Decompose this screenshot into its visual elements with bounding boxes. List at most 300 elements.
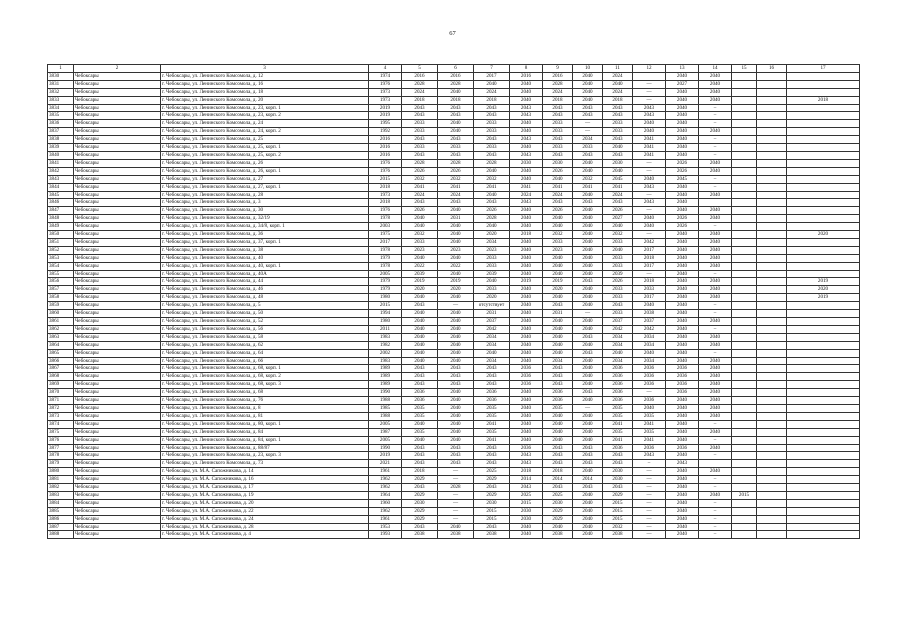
table-cell: 3848 <box>48 215 74 223</box>
table-cell <box>787 428 860 436</box>
table-row <box>48 88 860 96</box>
table-cell: 1961 <box>369 515 402 523</box>
table-cell: 2042 <box>474 325 510 333</box>
table-cell: 2003 <box>369 223 402 231</box>
table-cell: 2033 <box>543 128 573 136</box>
table-cell: 2040 <box>573 420 603 428</box>
table-cell: – <box>699 175 732 183</box>
table-cell: г. Чебоксары, ул. Ленинского Комсомола, д. 81 <box>161 412 369 420</box>
table-cell: – <box>699 531 732 539</box>
column-header: 5 <box>402 65 438 73</box>
table-cell: 3884 <box>48 499 74 507</box>
table-cell <box>787 420 860 428</box>
table-cell: 2018 <box>510 468 543 476</box>
table-cell: 2043 <box>474 373 510 381</box>
table-cell: 2036 <box>603 381 633 389</box>
table-cell <box>787 254 860 262</box>
table-cell <box>757 120 787 128</box>
table-cell: 2040 <box>438 341 474 349</box>
table-cell: 2043 <box>510 484 543 492</box>
table-cell: 2040 <box>402 357 438 365</box>
table-cell: 2040 <box>510 404 543 412</box>
table-cell <box>732 223 757 231</box>
table-cell <box>732 96 757 104</box>
table-cell: г. Чебоксары, ул. Ленинского Комсомола, д. 23, корп. 3 <box>161 452 369 460</box>
table-cell: 1978 <box>369 262 402 270</box>
table-cell: 3875 <box>48 428 74 436</box>
table-cell: 2015 <box>474 515 510 523</box>
table-cell: 2040 <box>438 294 474 302</box>
table-cell: 2040 <box>510 80 543 88</box>
table-cell: 2011 <box>369 325 402 333</box>
table-cell: 2040 <box>543 428 573 436</box>
table-cell <box>732 104 757 112</box>
table-cell: Чебоксары <box>74 373 161 381</box>
table-cell: 2030 <box>402 499 438 507</box>
table-cell: 3830 <box>48 72 74 80</box>
table-cell: – <box>699 270 732 278</box>
table-row <box>48 349 860 357</box>
table-cell: 2040 <box>543 523 573 531</box>
table-cell <box>757 207 787 215</box>
table-cell: 2045 <box>666 175 699 183</box>
table-cell: – <box>699 420 732 428</box>
table-cell: 2036 <box>603 373 633 381</box>
table-cell: г. Чебоксары, ул. Ленинского Комсомола, д. 48 <box>161 294 369 302</box>
table-cell: – <box>699 349 732 357</box>
column-header: 17 <box>787 65 860 73</box>
table-cell: 2043 <box>402 460 438 468</box>
table-cell: 2040 <box>666 238 699 246</box>
table-cell: 2040 <box>438 389 474 397</box>
table-cell: 3876 <box>48 436 74 444</box>
table-cell: Чебоксары <box>74 341 161 349</box>
table-cell: 2025 <box>510 491 543 499</box>
table-cell <box>732 420 757 428</box>
table-cell: 2040 <box>699 444 732 452</box>
table-cell: 2026 <box>474 207 510 215</box>
table-cell <box>757 167 787 175</box>
table-cell <box>787 444 860 452</box>
table-cell <box>787 333 860 341</box>
table-cell: 2018 <box>369 183 402 191</box>
table-cell: 2033 <box>402 120 438 128</box>
table-cell: 2035 <box>603 412 633 420</box>
table-cell: 2040 <box>666 199 699 207</box>
table-cell: 1987 <box>369 428 402 436</box>
table-cell <box>732 270 757 278</box>
table-cell: 2040 <box>438 238 474 246</box>
table-cell: Чебоксары <box>74 349 161 357</box>
table-cell: 2036 <box>510 373 543 381</box>
table-cell: 2015 <box>369 302 402 310</box>
table-cell <box>732 460 757 468</box>
table-cell: 2040 <box>603 144 633 152</box>
table-cell: 2040 <box>438 270 474 278</box>
table-cell: 2043 <box>438 365 474 373</box>
table-cell: 2040 <box>438 325 474 333</box>
table-cell: Чебоксары <box>74 112 161 120</box>
table-cell: 2018 <box>787 96 860 104</box>
table-cell: 2040 <box>699 389 732 397</box>
table-cell <box>757 452 787 460</box>
table-cell: — <box>573 310 603 318</box>
table-cell <box>787 476 860 484</box>
table-cell: 2040 <box>699 254 732 262</box>
table-cell: Чебоксары <box>74 278 161 286</box>
table-cell: 2040 <box>573 491 603 499</box>
table-row <box>48 341 860 349</box>
table-row <box>48 389 860 397</box>
table-cell: 2040 <box>666 357 699 365</box>
table-cell: — <box>573 120 603 128</box>
table-cell: 2016 <box>543 72 573 80</box>
table-cell: 2043 <box>543 484 573 492</box>
table-cell: 2043 <box>573 151 603 159</box>
table-cell: 2020 <box>474 294 510 302</box>
table-cell: 2030 <box>603 159 633 167</box>
table-row <box>48 96 860 104</box>
table-cell <box>757 80 787 88</box>
table-cell <box>757 144 787 152</box>
table-cell: 2034 <box>633 333 666 341</box>
table-cell: г. Чебоксары, ул. Ленинского Комсомола, д. 20 <box>161 96 369 104</box>
table-cell: Чебоксары <box>74 144 161 152</box>
table-cell: 2040 <box>666 476 699 484</box>
table-cell: 3867 <box>48 365 74 373</box>
table-cell: 2030 <box>603 468 633 476</box>
table-cell <box>732 254 757 262</box>
table-cell: 2016 <box>402 72 438 80</box>
table-cell: 2040 <box>699 262 732 270</box>
table-cell: 2040 <box>543 215 573 223</box>
table-cell: 2043 <box>474 136 510 144</box>
table-cell: г. Чебоксары, ул. Ленинского Комсомола, д. 40 <box>161 254 369 262</box>
table-cell: 2040 <box>633 223 666 231</box>
table-cell: 2015 <box>369 175 402 183</box>
table-cell: 2043 <box>543 444 573 452</box>
table-cell: 2029 <box>543 515 573 523</box>
table-cell: – <box>699 223 732 231</box>
table-cell: г. Чебоксары, ул. Ленинского Комсомола, д. 84, корп. 1 <box>161 436 369 444</box>
table-cell: — <box>438 468 474 476</box>
table-cell: — <box>633 231 666 239</box>
table-cell <box>757 318 787 326</box>
table-cell: 2040 <box>573 531 603 539</box>
table-cell: Чебоксары <box>74 491 161 499</box>
table-cell <box>787 357 860 365</box>
table-cell: 3883 <box>48 491 74 499</box>
table-cell: 1962 <box>369 476 402 484</box>
table-cell: г. Чебоксары, ул. М.А. Сапожникова, д. 20 <box>161 499 369 507</box>
table-cell: 2043 <box>438 104 474 112</box>
table-cell: 2040 <box>666 270 699 278</box>
table-cell: г. Чебоксары, ул. Ленинского Комсомола, д. 16 <box>161 80 369 88</box>
table-cell <box>757 444 787 452</box>
table-cell <box>699 460 732 468</box>
table-cell: 2030 <box>510 159 543 167</box>
table-cell: 2040 <box>402 349 438 357</box>
table-cell: 2040 <box>666 254 699 262</box>
table-cell: г. Чебоксары, ул. Ленинского Комсомола, д. 18 <box>161 88 369 96</box>
table-cell: 2041 <box>474 420 510 428</box>
table-cell: 2036 <box>510 381 543 389</box>
table-cell: 2040 <box>699 167 732 175</box>
table-row <box>48 468 860 476</box>
table-cell <box>757 389 787 397</box>
table-cell <box>732 191 757 199</box>
table-cell: 2040 <box>474 349 510 357</box>
table-cell: 3868 <box>48 373 74 381</box>
table-row <box>48 436 860 444</box>
table-cell <box>757 199 787 207</box>
table-cell: 2040 <box>666 262 699 270</box>
table-cell: 2040 <box>402 254 438 262</box>
table-cell <box>787 207 860 215</box>
table-cell <box>757 128 787 136</box>
table-cell: — <box>438 476 474 484</box>
table-cell: 2040 <box>573 507 603 515</box>
table-cell: 3880 <box>48 468 74 476</box>
table-cell <box>732 151 757 159</box>
table-cell <box>732 310 757 318</box>
table-cell <box>732 167 757 175</box>
table-cell: 2040 <box>603 80 633 88</box>
table-cell: 2040 <box>474 278 510 286</box>
table-cell: 2040 <box>402 310 438 318</box>
table-cell: 2041 <box>474 436 510 444</box>
table-cell: 2040 <box>666 523 699 531</box>
table-cell: 2043 <box>402 136 438 144</box>
column-header: 15 <box>732 65 757 73</box>
table-cell: 2019 <box>510 278 543 286</box>
table-cell: 2040 <box>573 318 603 326</box>
table-cell: г. Чебоксары, ул. Ленинского Комсомола, д. 5 <box>161 302 369 310</box>
table-cell: 2035 <box>402 412 438 420</box>
table-cell: — <box>633 159 666 167</box>
table-cell: 2041 <box>510 183 543 191</box>
table-cell: 2043 <box>474 460 510 468</box>
table-cell: 2040 <box>438 310 474 318</box>
table-cell: — <box>633 491 666 499</box>
table-cell: 2043 <box>438 444 474 452</box>
table-cell: 2032 <box>603 231 633 239</box>
table-cell: г. Чебоксары, ул. М.А. Сапожникова, д. 17 <box>161 484 369 492</box>
table-cell <box>732 404 757 412</box>
table-cell: 2040 <box>573 96 603 104</box>
table-cell <box>732 136 757 144</box>
table-cell: 2040 <box>573 468 603 476</box>
table-cell: 2040 <box>510 223 543 231</box>
table-row <box>48 207 860 215</box>
table-cell <box>732 246 757 254</box>
table-cell: 2040 <box>510 357 543 365</box>
table-cell: 2040 <box>666 468 699 476</box>
table-cell: г. Чебоксары, ул. Ленинского Комсомола, д. 3 <box>161 199 369 207</box>
table-cell: 2019 <box>438 278 474 286</box>
table-cell: 2040 <box>699 365 732 373</box>
table-cell: — <box>633 270 666 278</box>
table-cell <box>787 381 860 389</box>
table-row <box>48 357 860 365</box>
table-cell: 2040 <box>573 428 603 436</box>
table-cell: 2040 <box>699 404 732 412</box>
table-cell: Чебоксары <box>74 452 161 460</box>
table-cell: – <box>699 484 732 492</box>
table-cell: 2033 <box>603 286 633 294</box>
table-cell: — <box>633 484 666 492</box>
table-cell: г. Чебоксары, ул. Ленинского Комсомола, д. 46 <box>161 286 369 294</box>
table-cell: 2043 <box>510 452 543 460</box>
table-cell: 2043 <box>474 365 510 373</box>
table-cell: 3862 <box>48 325 74 333</box>
table-cell: 3870 <box>48 389 74 397</box>
table-cell: Чебоксары <box>74 389 161 397</box>
table-cell <box>732 468 757 476</box>
table-cell <box>732 278 757 286</box>
table-cell <box>787 412 860 420</box>
table-cell <box>633 72 666 80</box>
table-cell: 2043 <box>402 199 438 207</box>
table-cell: Чебоксары <box>74 167 161 175</box>
table-cell: 2036 <box>666 389 699 397</box>
table-cell: 2040 <box>510 302 543 310</box>
table-cell: 2019 <box>787 294 860 302</box>
table-cell: 2034 <box>603 341 633 349</box>
table-cell: г. Чебоксары, ул. Ленинского Комсомола, д. 30 <box>161 207 369 215</box>
table-cell: 2040 <box>543 294 573 302</box>
table-cell: Чебоксары <box>74 476 161 484</box>
table-cell: 2043 <box>510 112 543 120</box>
table-cell: 2033 <box>603 262 633 270</box>
table-cell <box>757 310 787 318</box>
table-cell: 1989 <box>369 381 402 389</box>
table-cell: 2040 <box>633 128 666 136</box>
table-cell <box>757 468 787 476</box>
table-cell <box>757 325 787 333</box>
table-cell <box>757 262 787 270</box>
table-cell: 2035 <box>402 428 438 436</box>
table-cell: 2040 <box>699 96 732 104</box>
table-row <box>48 460 860 468</box>
table-cell: – <box>699 523 732 531</box>
table-cell: 2027 <box>603 215 633 223</box>
table-cell: 2034 <box>633 341 666 349</box>
table-cell <box>757 499 787 507</box>
table-cell <box>732 318 757 326</box>
table-cell: 1978 <box>369 246 402 254</box>
column-header: 7 <box>474 65 510 73</box>
table-cell <box>757 460 787 468</box>
table-cell: 2040 <box>510 333 543 341</box>
table-cell: 2018 <box>543 96 573 104</box>
table-row <box>48 444 860 452</box>
table-cell: 2032 <box>402 175 438 183</box>
table-cell: — <box>633 468 666 476</box>
table-cell <box>732 72 757 80</box>
table-cell: 2042 <box>603 325 633 333</box>
table-cell: 2041 <box>633 436 666 444</box>
table-cell: 2043 <box>633 452 666 460</box>
table-cell: 2040 <box>543 412 573 420</box>
table-cell: 2043 <box>573 484 603 492</box>
table-cell: 2040 <box>666 136 699 144</box>
table-cell: 2017 <box>369 238 402 246</box>
table-cell: г. Чебоксары, ул. М.А. Сапожникова, д. 24 <box>161 515 369 523</box>
table-cell: 2040 <box>438 420 474 428</box>
table-cell: 3834 <box>48 104 74 112</box>
table-cell: 2040 <box>543 349 573 357</box>
table-cell <box>732 231 757 239</box>
table-row <box>48 246 860 254</box>
table-cell: 2033 <box>474 144 510 152</box>
table-cell: 2033 <box>543 120 573 128</box>
table-cell <box>757 341 787 349</box>
table-cell: Чебоксары <box>74 397 161 405</box>
table-cell: 1964 <box>369 491 402 499</box>
table-cell: 2043 <box>474 104 510 112</box>
table-cell: г. Чебоксары, ул. М.А. Сапожникова, д. 19 <box>161 491 369 499</box>
table-row <box>48 491 860 499</box>
table-cell: 2040 <box>510 428 543 436</box>
table-cell: г. Чебоксары, ул. Ленинского Комсомола, д. 27 <box>161 175 369 183</box>
table-cell: 2040 <box>510 262 543 270</box>
table-cell: Чебоксары <box>74 365 161 373</box>
table-cell: 2026 <box>603 207 633 215</box>
table-cell: 2040 <box>510 294 543 302</box>
table-cell: 2040 <box>510 270 543 278</box>
table-row <box>48 120 860 128</box>
table-cell: 2040 <box>573 381 603 389</box>
table-cell: г. Чебоксары, ул. Ленинского Комсомола, д. 84 <box>161 428 369 436</box>
table-cell: 2040 <box>573 72 603 80</box>
table-cell <box>757 159 787 167</box>
table-cell: – <box>699 310 732 318</box>
table-cell: Чебоксары <box>74 468 161 476</box>
table-cell: 2040 <box>666 499 699 507</box>
table-cell: 2005 <box>369 420 402 428</box>
table-cell: 2043 <box>573 278 603 286</box>
table-cell: 2043 <box>474 523 510 531</box>
table-cell: 2040 <box>699 333 732 341</box>
column-header: 6 <box>438 65 474 73</box>
table-cell: 3871 <box>48 397 74 405</box>
table-cell: 1962 <box>369 507 402 515</box>
table-cell: Чебоксары <box>74 254 161 262</box>
table-cell: 2043 <box>438 136 474 144</box>
table-cell: 3849 <box>48 223 74 231</box>
table-cell: 2040 <box>699 373 732 381</box>
table-cell: — <box>633 499 666 507</box>
table-cell <box>787 436 860 444</box>
table-cell <box>732 476 757 484</box>
table-cell: 1983 <box>369 333 402 341</box>
table-row <box>48 72 860 80</box>
table-cell <box>787 310 860 318</box>
table-cell: 1976 <box>369 80 402 88</box>
table-cell <box>787 515 860 523</box>
table-cell <box>757 294 787 302</box>
table-cell: 2040 <box>510 246 543 254</box>
table-cell: 2043 <box>603 136 633 144</box>
table-cell: 1979 <box>369 254 402 262</box>
table-cell: 2043 <box>474 151 510 159</box>
table-cell: г. Чебоксары, ул. Ленинского Комсомола, д. 32/19 <box>161 215 369 223</box>
table-cell <box>732 436 757 444</box>
table-cell: Чебоксары <box>74 460 161 468</box>
table-cell: 2043 <box>543 136 573 144</box>
table-cell: 1983 <box>369 357 402 365</box>
